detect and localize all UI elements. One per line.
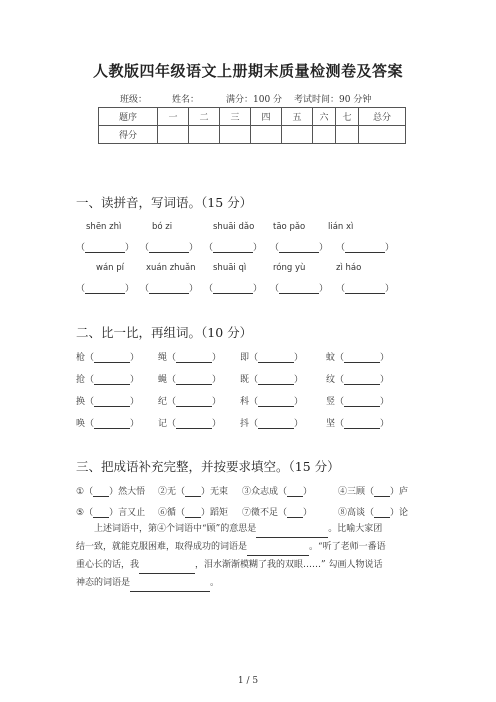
compare-item[interactable]: 纪（ ） — [158, 397, 222, 407]
pinyin: tāo pǎo — [273, 222, 306, 232]
score-table-cell: 一 — [158, 108, 189, 126]
answer-blank[interactable]: （ ） — [204, 284, 263, 294]
compare-item[interactable]: 换（ ） — [76, 397, 140, 407]
answer-blank[interactable]: （ ） — [76, 243, 135, 253]
fill-blank[interactable] — [130, 582, 210, 592]
score-label: 满分：100 分 — [226, 95, 283, 105]
pinyin: zì háo — [336, 263, 362, 273]
compare-item[interactable]: 唤（ ） — [76, 419, 140, 429]
pinyin: róng yù — [273, 263, 306, 273]
compare-item[interactable]: 科（ ） — [240, 397, 304, 407]
pinyin: xuán zhuǎn — [146, 263, 196, 273]
section3-heading: 三、把成语补充完整，并按要求填空。（15 分） — [76, 459, 340, 474]
score-cell[interactable] — [189, 126, 220, 144]
idiom-item[interactable]: ⑦微不足（ ） — [242, 508, 313, 518]
para-text: 神态的词语是 — [76, 578, 131, 588]
idiom-item[interactable]: ⑥循（ ）蹈矩 — [158, 508, 229, 518]
score-cell[interactable] — [251, 126, 282, 144]
score-cell[interactable] — [359, 126, 406, 144]
pinyin: shuāi dǎo — [213, 222, 255, 232]
answer-blank[interactable]: （ ） — [270, 243, 329, 253]
compare-item[interactable]: 竖（ ） — [326, 397, 390, 407]
fill-blank[interactable] — [139, 564, 195, 574]
score-cell[interactable] — [313, 126, 336, 144]
idiom-item[interactable]: ③众志成（ ） — [242, 487, 313, 497]
compare-item[interactable]: 蚊（ ） — [326, 353, 390, 363]
score-cell[interactable] — [336, 126, 359, 144]
pinyin: shuāi qì — [213, 263, 247, 273]
compare-item[interactable]: 记（ ） — [158, 419, 222, 429]
answer-blank[interactable]: （ ） — [336, 284, 395, 294]
section2-heading: 二、比一比，再组词。（10 分） — [76, 325, 253, 340]
compare-item[interactable]: 抢（ ） — [76, 375, 140, 385]
compare-item[interactable]: 绳（ ） — [158, 353, 222, 363]
score-table-cell: 题序 — [99, 108, 158, 126]
score-table-cell: 三 — [220, 108, 251, 126]
pinyin: bó zi — [152, 222, 173, 232]
score-table-cell: 二 — [189, 108, 220, 126]
idiom-item[interactable]: ①（ ）然大悟 — [76, 487, 146, 497]
compare-item[interactable]: 即（ ） — [240, 353, 304, 363]
score-table-cell: 五 — [282, 108, 313, 126]
idiom-item[interactable]: ⑤（ ）言又止 — [76, 508, 146, 518]
fill-blank[interactable] — [247, 546, 309, 556]
para-text: 结一致，就能克服困难，取得成功的词语是 — [76, 542, 248, 552]
pinyin: wán pí — [96, 263, 125, 273]
score-table-score-row — [99, 126, 406, 144]
fill-paragraph — [76, 520, 422, 592]
answer-blank[interactable]: （ ） — [140, 284, 199, 294]
para-text: 上述词语中，第④个词语中“顾”的意思是 — [94, 524, 257, 534]
answer-blank[interactable]: （ ） — [76, 284, 135, 294]
compare-item[interactable]: 抖（ ） — [240, 419, 304, 429]
score-table-header-row — [99, 108, 406, 126]
compare-item[interactable]: 蝇（ ） — [158, 375, 222, 385]
para-text: 。“听了老师一番语 — [309, 542, 386, 552]
score-table-cell: 六 — [313, 108, 336, 126]
score-table-cell: 总分 — [359, 108, 406, 126]
score-table — [98, 107, 406, 144]
idiom-item[interactable]: ④三顾（ ）庐 — [338, 487, 409, 497]
time-label: 考试时间：90 分钟 — [294, 95, 372, 105]
score-cell[interactable] — [220, 126, 251, 144]
class-label: 班级： — [120, 95, 148, 105]
compare-item[interactable]: 坚（ ） — [326, 419, 390, 429]
score-table-cell: 七 — [336, 108, 359, 126]
score-table-cell: 四 — [251, 108, 282, 126]
para-text: ，泪水渐渐模糊了我的双眼……” 勾画人物说话 — [195, 560, 383, 570]
answer-blank[interactable]: （ ） — [270, 284, 329, 294]
score-cell[interactable] — [282, 126, 313, 144]
para-text: 。 — [210, 578, 220, 588]
pinyin: lián xì — [328, 222, 354, 232]
page-title: 人教版四年级语文上册期末质量检测卷及答案 — [92, 62, 403, 80]
pinyin: shēn zhì — [86, 222, 122, 232]
page-number: 1 / 5 — [237, 676, 259, 686]
idiom-item[interactable]: ②无（ ）无束 — [158, 487, 229, 497]
answer-blank[interactable]: （ ） — [204, 243, 263, 253]
para-text: 。比喻大家团 — [328, 524, 383, 534]
para-text: 重心长的话，我 — [76, 560, 140, 570]
section1-heading: 一、读拼音，写词语。（15 分） — [76, 195, 253, 210]
score-cell[interactable] — [158, 126, 189, 144]
compare-item[interactable]: 纹（ ） — [326, 375, 390, 385]
fill-blank[interactable] — [256, 528, 328, 538]
score-row-label: 得分 — [99, 126, 158, 144]
answer-blank[interactable]: （ ） — [140, 243, 199, 253]
idiom-item[interactable]: ⑧高谈（ ）论 — [338, 508, 409, 518]
name-label: 姓名： — [172, 95, 200, 105]
answer-blank[interactable]: （ ） — [336, 243, 395, 253]
compare-item[interactable]: 既（ ） — [240, 375, 304, 385]
compare-item[interactable]: 枪（ ） — [76, 353, 140, 363]
